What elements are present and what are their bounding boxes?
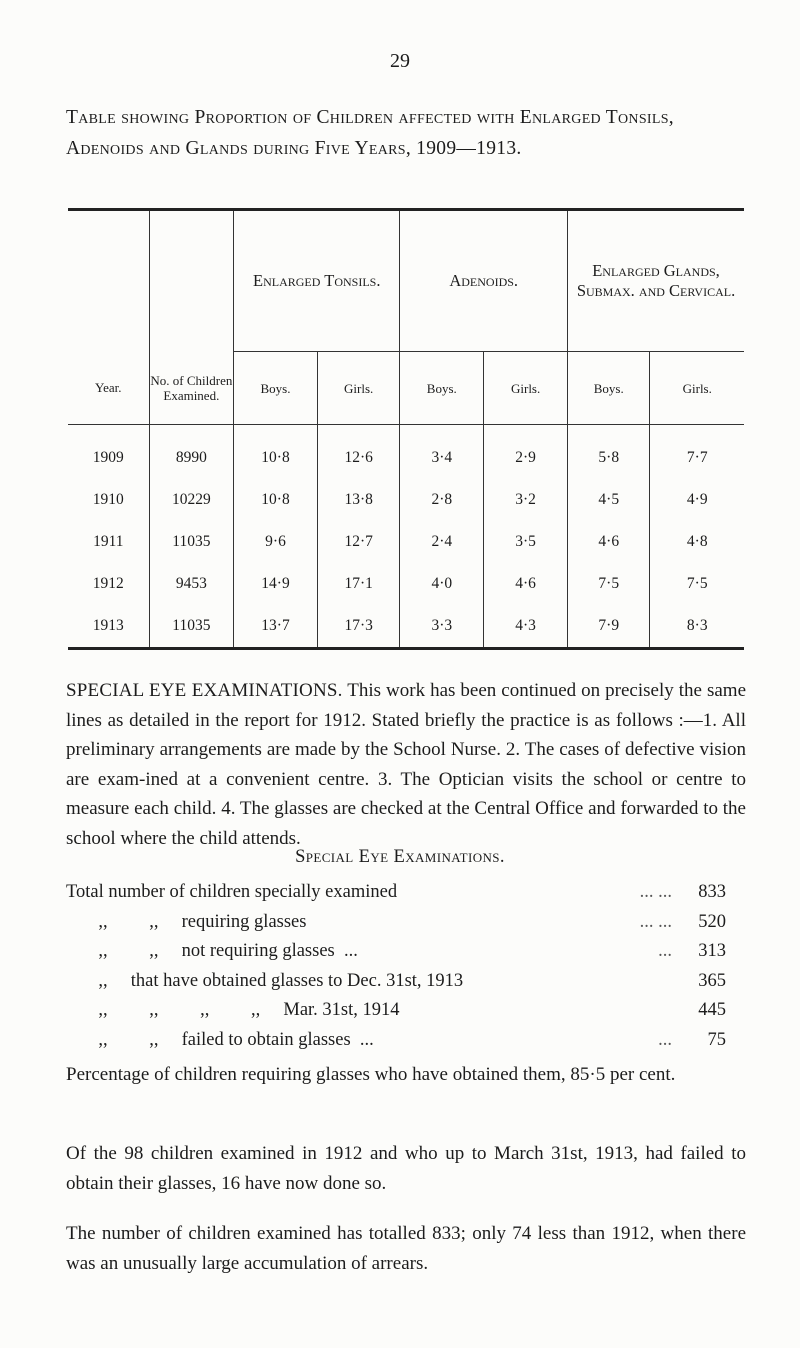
- total-paragraph: The number of children examined has totalled 833; only 74 less than 1912, when there was an unusually large accumulation of arrears.: [66, 1223, 746, 1274]
- stat-row: [66, 967, 750, 997]
- table-cell: 5·8: [568, 425, 650, 480]
- table-cell: 1909: [92, 449, 124, 466]
- table-cell: 3·4: [400, 425, 484, 480]
- table-cell: 4·3: [484, 605, 568, 649]
- table-cell: 7·5: [650, 563, 744, 605]
- special-eye-examinations-paragraph: [66, 676, 746, 853]
- table-cell: 14·9: [234, 563, 318, 605]
- table-cell: 7·9: [568, 605, 650, 649]
- followup-paragraph: Of the 98 children examined in 1912 and who up to March 31st, 1913, had failed to obtain their glasses, 16 have now done so.: [66, 1143, 746, 1194]
- page-number: 29: [390, 50, 410, 72]
- table-cell: 9·6: [234, 521, 318, 563]
- stat-value: 313: [698, 941, 726, 961]
- stat-label: ,, that have obtained glasses to Dec. 31st, 1913: [66, 970, 464, 991]
- table-cell: 7·5: [568, 563, 650, 605]
- stat-value: 365: [698, 970, 726, 991]
- stat-label: ,, ,, failed to obtain glasses ...: [66, 1029, 374, 1050]
- table-cell: 1912: [92, 575, 124, 592]
- header-adenoids: Adenoids.: [400, 210, 568, 352]
- table-cell: 4·9: [650, 479, 744, 521]
- table-cell: 8·3: [650, 605, 744, 649]
- table-cell: 4·6: [568, 521, 650, 563]
- stat-label: ,, ,, not requiring glasses ...: [66, 941, 358, 961]
- column-header-tonsils-girls: Girls.: [317, 352, 399, 425]
- table-cell: 3·2: [484, 479, 568, 521]
- table-cell: 10·8: [234, 479, 318, 521]
- column-header-adenoids-girls: Girls.: [484, 352, 568, 425]
- column-header-year: Year.: [68, 352, 149, 425]
- stat-row: [66, 908, 750, 938]
- stat-dots: ... ...: [639, 882, 672, 902]
- header-enlarged-glands: Enlarged Glands, Submax. and Cervical.: [568, 210, 744, 352]
- table-cell: 2·8: [400, 479, 484, 521]
- table-row: [68, 563, 744, 605]
- table-cell: 17·1: [317, 563, 399, 605]
- paragraph-body: This work has been continued on precisely the same lines as detailed in the report for 1912. Stated briefly the practice is as follows :—1. All preliminary arrangements are made by the School Nurse. 2. The cases of defective vision are exam-ined at a convenient centre. 3. The Optician visits the school or centre to measure each child. 4. The glasses are checked at the Central Office and forwarded to the school where the child attends.: [66, 680, 746, 849]
- column-header-tonsils-boys: Boys.: [234, 352, 318, 425]
- table-row: [68, 605, 744, 649]
- tonsils-adenoids-glands-table: [68, 208, 744, 634]
- table-cell: 2·4: [400, 521, 484, 563]
- stat-row: [66, 878, 750, 908]
- table-cell: 1913: [92, 617, 124, 634]
- table-cell: 4·6: [484, 563, 568, 605]
- stat-row: [66, 1026, 750, 1056]
- table-cell: 9453: [149, 563, 234, 605]
- percentage-paragraph: Percentage of children requiring glasses who have obtained them, 85·5 per cent.: [66, 1064, 676, 1085]
- table-cell: 8990: [149, 425, 234, 480]
- table-cell: 1911: [93, 533, 124, 550]
- stat-label: ,, ,, ,, ,, Mar. 31st, 1914: [66, 1000, 400, 1020]
- table-cell: 10·8: [234, 425, 318, 480]
- stat-row: [66, 937, 750, 967]
- table-cell: 4·8: [650, 521, 744, 563]
- stat-value: 445: [698, 1000, 726, 1020]
- table-title: Table showing Proportion of Children affected with Enlarged Tonsils, Adenoids and Glands during Five Years, 1909—1913.: [66, 107, 674, 159]
- table-cell: 2·9: [484, 425, 568, 480]
- header-blank-children: [149, 210, 234, 352]
- table-cell: 1910: [92, 491, 124, 508]
- eye-examination-stats: [66, 878, 750, 1055]
- stat-dots: ...: [658, 941, 672, 961]
- stat-value: 520: [698, 911, 726, 932]
- column-header-adenoids-boys: Boys.: [400, 352, 484, 425]
- column-header-glands-girls: Girls.: [650, 352, 744, 425]
- table-cell: 3·3: [400, 605, 484, 649]
- special-eye-examinations-heading: Special Eye Examinations.: [295, 847, 505, 867]
- header-blank-year: [68, 210, 149, 352]
- table-cell: 13·8: [317, 479, 399, 521]
- header-enlarged-tonsils: Enlarged Tonsils.: [234, 210, 400, 352]
- stat-value: 75: [707, 1029, 726, 1050]
- table-cell: 12·7: [317, 521, 399, 563]
- table-cell: 11035: [149, 521, 234, 563]
- column-header-children-examined: No. of Children Examined.: [149, 352, 234, 425]
- table-cell: 17·3: [317, 605, 399, 649]
- stat-value: 833: [698, 882, 726, 902]
- paragraph-lead-heading: SPECIAL EYE EXAMINATIONS.: [66, 680, 343, 701]
- table-cell: 13·7: [234, 605, 318, 649]
- table-cell: 3·5: [484, 521, 568, 563]
- table-row: [68, 479, 744, 521]
- stat-label: Total number of children specially examined: [66, 882, 398, 902]
- table-cell: 10229: [149, 479, 234, 521]
- column-header-glands-boys: Boys.: [568, 352, 650, 425]
- table-cell: 4·5: [568, 479, 650, 521]
- stat-dots: ...: [658, 1029, 672, 1050]
- table-cell: 4·0: [400, 563, 484, 605]
- stat-row: [66, 996, 750, 1026]
- stat-dots: ... ...: [639, 911, 672, 932]
- table-cell: 11035: [149, 605, 234, 649]
- table-cell: 12·6: [317, 425, 399, 480]
- table-row: [68, 521, 744, 563]
- table-row: [68, 425, 744, 480]
- stat-label: ,, ,, requiring glasses: [66, 911, 307, 932]
- table-cell: 7·7: [650, 425, 744, 480]
